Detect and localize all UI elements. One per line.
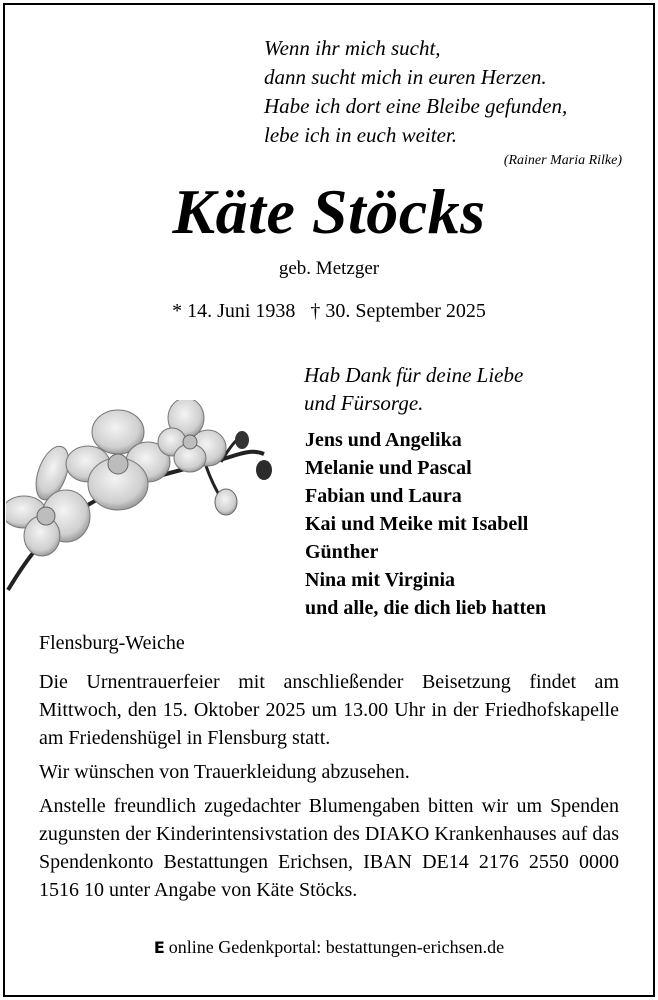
ceremony-paragraph: Die Urnentrauerfeier mit anschließender Beisetzung findet am Mittwoch, den 15. Oktober 2025 um 13.00 Uhr in der Friedhofskapelle am Friedenshügel in Flensburg statt. xyxy=(39,671,619,749)
donation-paragraph: Anstelle freundlich zugedachter Blumengaben bitten wir um Spenden zugunsten der Kinderintensivstation des DIAKO Krankenhauses auf das Spendenkonto Bestattungen Erichsen, IBAN DE14 2176 2550 0000 1516 10 unter Angabe von Käte Stöcks. xyxy=(39,795,619,901)
poem-line: Habe ich dort eine Bleibe gefunden, xyxy=(264,94,568,118)
funeral-details xyxy=(39,668,619,910)
deceased-name: Käte Stöcks xyxy=(172,176,486,247)
mourner: Kai und Meike mit Isabell xyxy=(305,513,529,535)
footer xyxy=(0,937,658,958)
location: Flensburg-Weiche xyxy=(39,632,185,654)
bestattungen-erichsen-logo-icon: E xyxy=(153,938,165,957)
thanks-line: und Fürsorge. xyxy=(304,391,424,415)
attire-paragraph: Wir wünschen von Trauerkleidung abzusehen. xyxy=(39,761,410,783)
mourner: Jens und Angelika xyxy=(305,429,462,451)
poem xyxy=(264,34,567,150)
poem-author: (Rainer Maria Rilke) xyxy=(503,153,622,168)
life-dates: * 14. Juni 1938 † 30. September 2025 xyxy=(172,300,486,322)
orchid-branch-image xyxy=(6,400,276,600)
poem-line: dann sucht mich in euren Herzen. xyxy=(264,65,547,89)
mourner: Nina mit Virginia xyxy=(305,569,456,591)
maiden-name: geb. Metzger xyxy=(278,258,380,279)
mourner: und alle, die dich lieb hatten xyxy=(305,597,547,619)
mourners-list xyxy=(305,426,546,622)
thanks-line: Hab Dank für deine Liebe xyxy=(304,363,524,387)
mourner: Fabian und Laura xyxy=(305,485,462,507)
memorial-portal-link[interactable]: online Gedenkportal: bestattungen-erichsen.de xyxy=(168,937,505,957)
poem-line: lebe ich in euch weiter. xyxy=(264,123,458,147)
mourner: Günther xyxy=(305,541,379,563)
thanks-text xyxy=(304,361,523,417)
poem-line: Wenn ihr mich sucht, xyxy=(264,36,441,60)
mourner: Melanie und Pascal xyxy=(305,457,472,479)
